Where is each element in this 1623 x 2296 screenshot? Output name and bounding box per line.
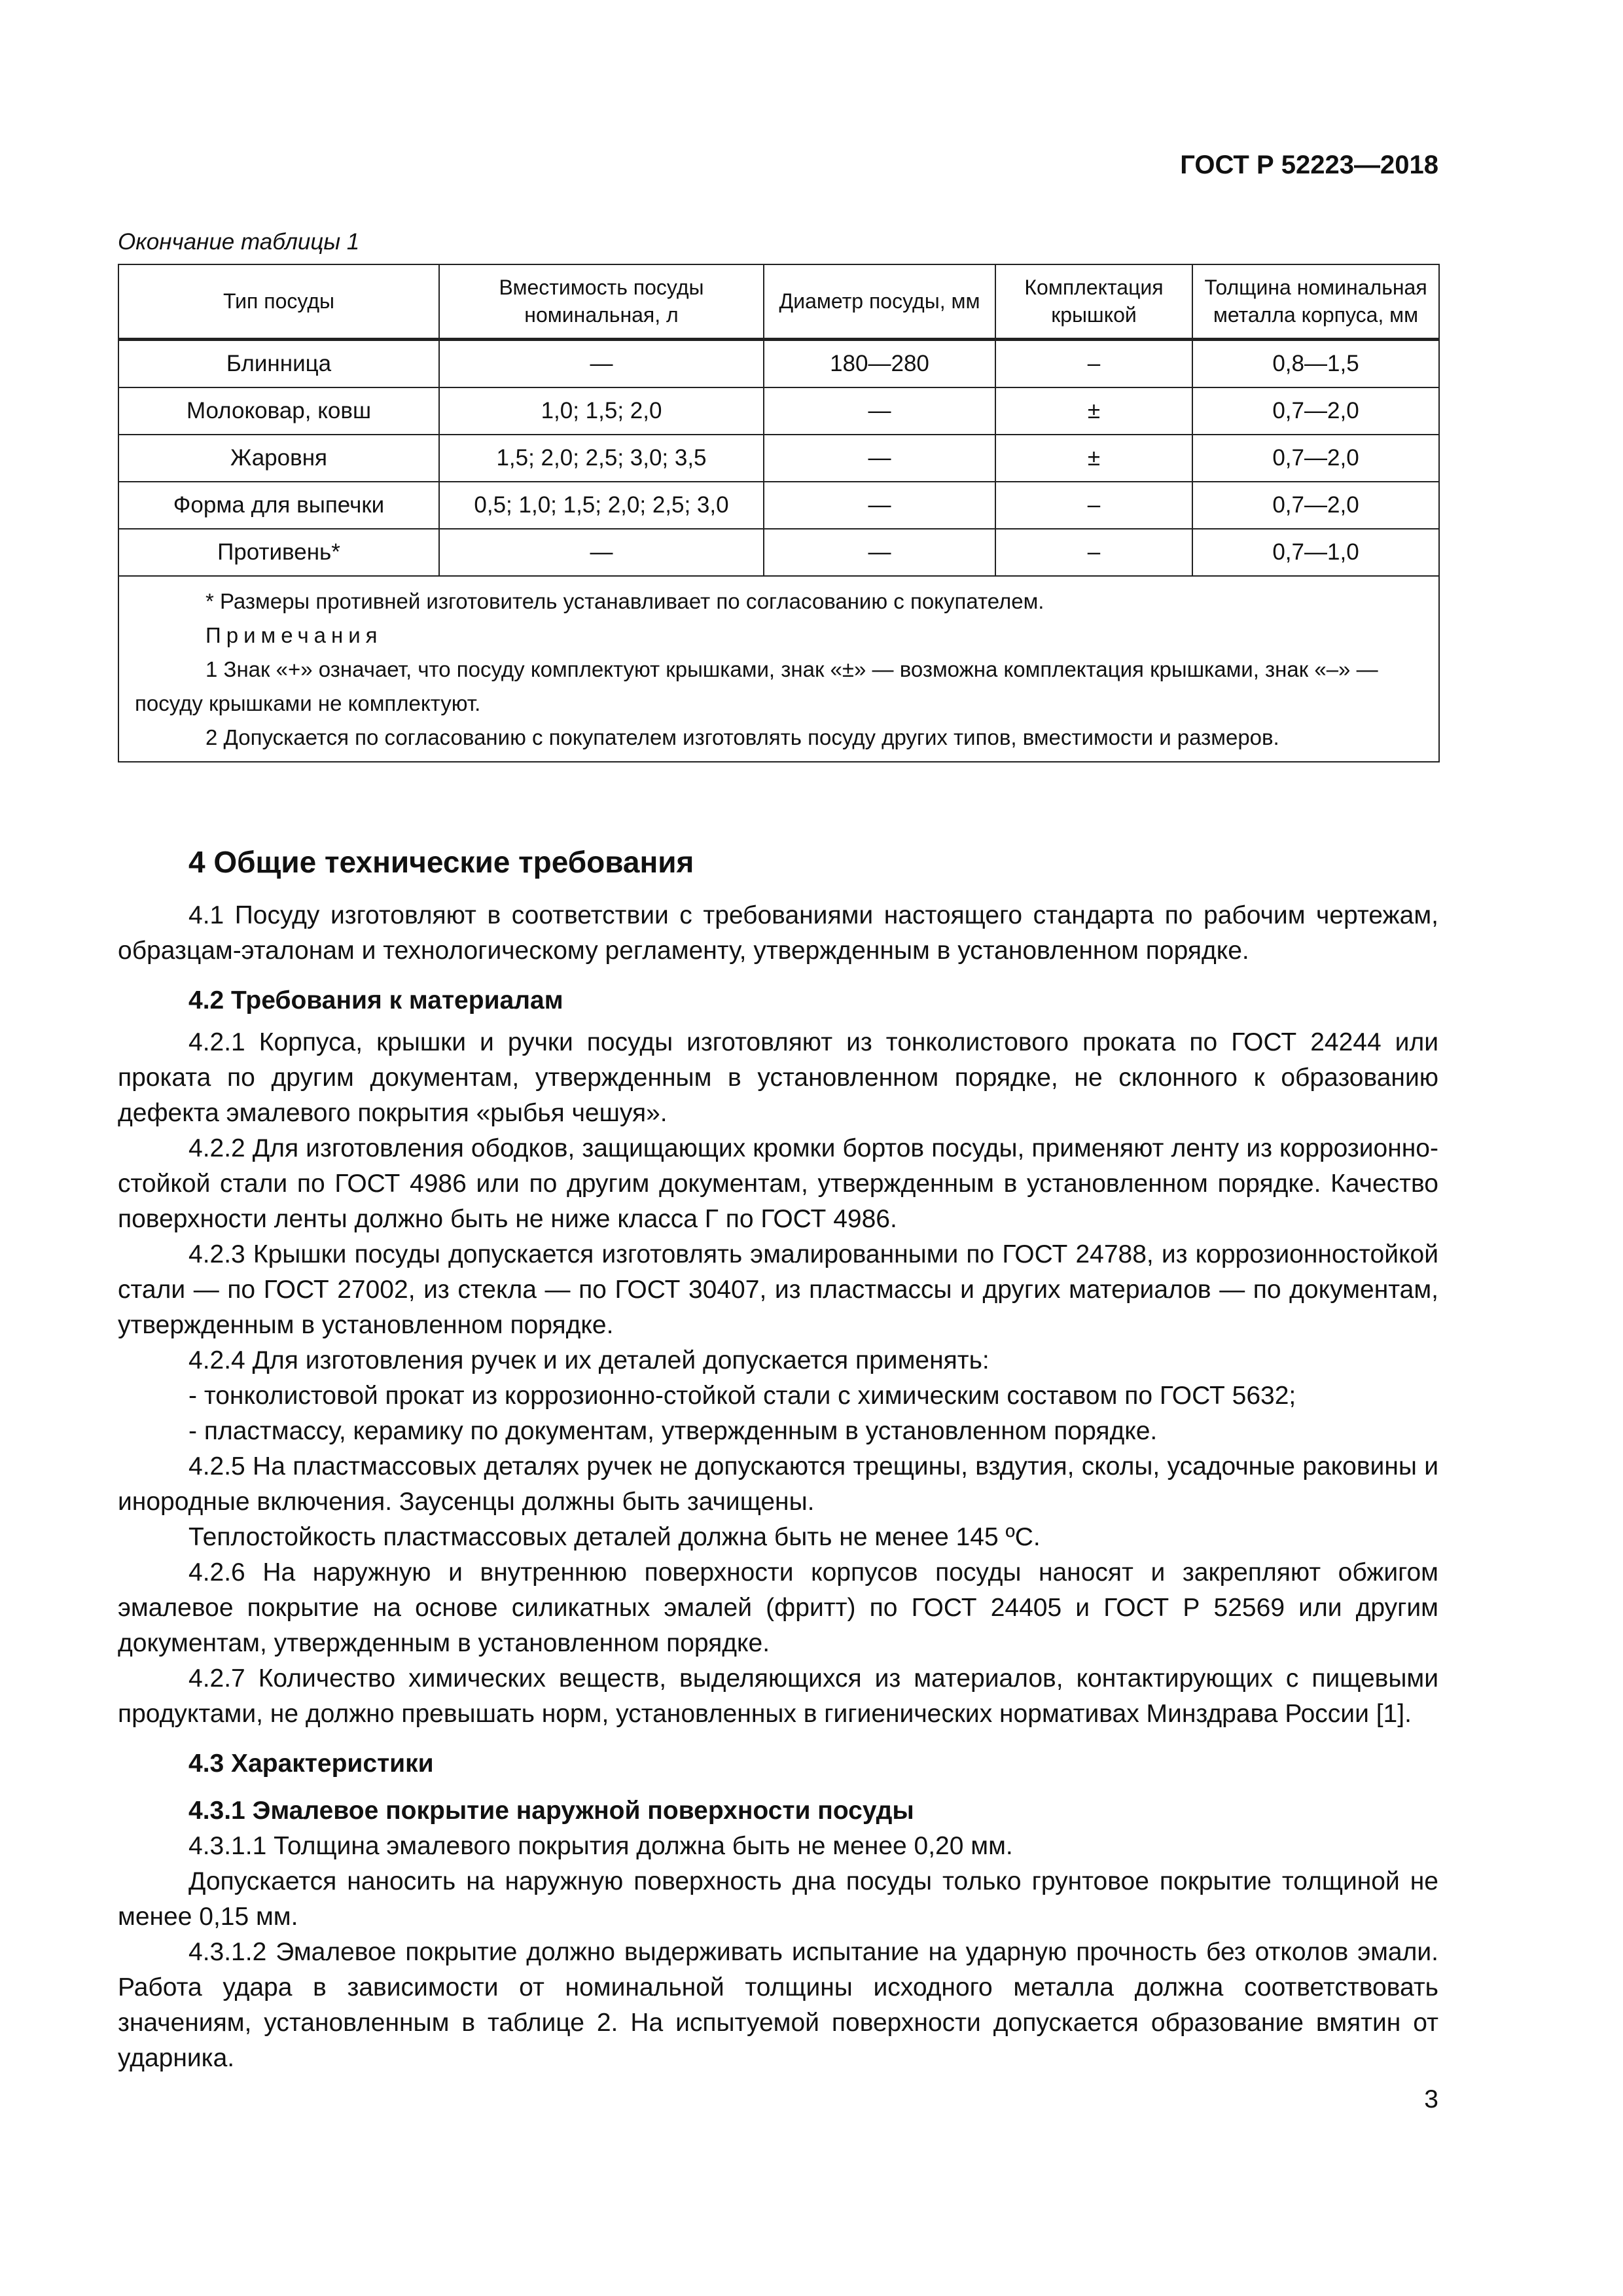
document-header: ГОСТ Р 52223—2018 (1180, 151, 1438, 179)
column-header: Вместимость посуды номинальная, л (439, 264, 764, 340)
paragraph-4-2-3: 4.2.3 Крышки посуды допускается изготовлять эмалированными по ГОСТ 24788, из коррозионностойкой стали — по ГОСТ 27002, из стекла — по ГОСТ 30407, из пластмассы и других материалов — по документам, утвержденным в установленном порядке. (118, 1240, 1438, 1339)
table-1 (118, 264, 1440, 762)
table-cell: — (764, 482, 995, 529)
table-cell: — (764, 387, 995, 435)
column-header: Диаметр посуды, мм (764, 264, 995, 340)
notes-title: Примечания (205, 623, 383, 647)
table-notes-row (118, 576, 1439, 762)
table-notes (118, 576, 1439, 762)
table-cell: – (995, 482, 1192, 529)
page-number: 3 (1424, 2085, 1438, 2113)
table-row (118, 482, 1439, 529)
table-cell: Блинница (118, 340, 439, 388)
paragraph-ground-coating: Допускается наносить на наружную поверхность дна посуды только грунтовое покрытие толщиной не менее 0,15 мм. (118, 1867, 1438, 1931)
list-item: - пластмассу, керамику по документам, утвержденным в установленном порядке. (188, 1417, 1158, 1445)
table-cell: 180—280 (764, 340, 995, 388)
table-cell: ± (995, 435, 1192, 482)
table-cell: – (995, 340, 1192, 388)
paragraph-4-3-1-1: 4.3.1.1 Толщина эмалевого покрытия должна быть не менее 0,20 мм. (188, 1832, 1013, 1860)
paragraph-4-1: 4.1 Посуду изготовляют в соответствии с требованиями настоящего стандарта по рабочим чертежам, образцам-эталонам и технологическому регламенту, утвержденным в установленном порядке. (118, 901, 1438, 965)
note-2: 2 Допускается по согласованию с покупателем изготовлять посуду других типов, вместимости и размеров. (205, 725, 1279, 749)
section-title: 4 Общие технические требования (188, 845, 694, 879)
column-header: Тип посуды (118, 264, 439, 340)
paragraph-4-2-4: 4.2.4 Для изготовления ручек и их деталей допускается применять: (188, 1346, 990, 1374)
paragraph-4-2-5: 4.2.5 На пластмассовых деталях ручек не допускаются трещины, вздутия, сколы, усадочные раковины и инородные включения. Заусенцы должны быть зачищены. (118, 1452, 1438, 1516)
paragraph-4-2-1: 4.2.1 Корпуса, крышки и ручки посуды изготовляют из тонколистового проката по ГОСТ 24244 или проката по другим документам, утвержденным в установленном порядке, не склонного к образованию дефекта эмалевого покрытия «рыбья чешуя». (118, 1028, 1438, 1127)
note-1: 1 Знак «+» означает, что посуду комплектуют крышками, знак «±» — возможна комплектация крышками, знак «–» — посуду крышками не комплектуют. (135, 657, 1378, 715)
table-cell: Молоковар, ковш (118, 387, 439, 435)
table-cell: 1,0; 1,5; 2,0 (439, 387, 764, 435)
table-cell: 1,5; 2,0; 2,5; 3,0; 3,5 (439, 435, 764, 482)
table-caption: Окончание таблицы 1 (118, 229, 360, 255)
table-cell: 0,8—1,5 (1192, 340, 1439, 388)
table-cell: — (439, 340, 764, 388)
table-cell: — (764, 529, 995, 576)
table-cell: 0,7—2,0 (1192, 387, 1439, 435)
subsection-title-4-2: 4.2 Требования к материалам (188, 986, 563, 1014)
table-cell: Форма для выпечки (118, 482, 439, 529)
table-cell: ± (995, 387, 1192, 435)
column-header: Комплектация крышкой (995, 264, 1192, 340)
table-cell: – (995, 529, 1192, 576)
table-cell: — (439, 529, 764, 576)
paragraph-4-2-7: 4.2.7 Количество химических веществ, выделяющихся из материалов, контактирующих с пищевыми продуктами, не должно превышать норм, установленных в гигиенических нормативах Минздрава России [1]. (118, 1664, 1438, 1728)
column-header: Толщина номинальная металла корпуса, мм (1192, 264, 1439, 340)
table-row (118, 435, 1439, 482)
subsection-title-4-3-1: 4.3.1 Эмалевое покрытие наружной поверхности посуды (188, 1797, 914, 1825)
paragraph-4-3-1-2: 4.3.1.2 Эмалевое покрытие должно выдерживать испытание на ударную прочность без отколов эмали. Работа удара в зависимости от номинальной толщины исходного металла должна соответствовать значениям, установленным в таблице 2. На испытуемой поверхности допускается образование вмятин от ударника. (118, 1938, 1438, 2072)
table-footnote: * Размеры противней изготовитель устанавливает по согласованию с покупателем. (205, 589, 1044, 613)
table-row (118, 387, 1439, 435)
list-item: - тонколистовой прокат из коррозионно-стойкой стали с химическим составом по ГОСТ 5632; (188, 1382, 1296, 1410)
table-row (118, 340, 1439, 388)
paragraph-4-2-2: 4.2.2 Для изготовления ободков, защищающих кромки бортов посуды, применяют ленту из коррозионно-стойкой стали по ГОСТ 4986 или по другим документам, утвержденным в установленном порядке. Качество поверхности ленты должно быть не ниже класса Г по ГОСТ 4986. (118, 1134, 1438, 1233)
paragraph-4-2-6: 4.2.6 На наружную и внутреннюю поверхности корпусов посуды наносят и закрепляют обжигом эмалевое покрытие на основе силикатных эмалей (фритт) по ГОСТ 24405 и ГОСТ Р 52569 или другим документам, утвержденным в установленном порядке. (118, 1558, 1438, 1657)
table-cell: 0,5; 1,0; 1,5; 2,0; 2,5; 3,0 (439, 482, 764, 529)
subsection-title-4-3: 4.3 Характеристики (188, 1749, 434, 1778)
table-cell: Противень* (118, 529, 439, 576)
table-header-row (118, 264, 1439, 340)
table-cell: — (764, 435, 995, 482)
table-cell: 0,7—2,0 (1192, 435, 1439, 482)
table-cell: 0,7—1,0 (1192, 529, 1439, 576)
table-cell: 0,7—2,0 (1192, 482, 1439, 529)
table-row (118, 529, 1439, 576)
table-cell: Жаровня (118, 435, 439, 482)
section-4 (118, 844, 1438, 2076)
paragraph-heat-resistance: Теплостойкость пластмассовых деталей должна быть не менее 145 ºС. (188, 1523, 1041, 1551)
